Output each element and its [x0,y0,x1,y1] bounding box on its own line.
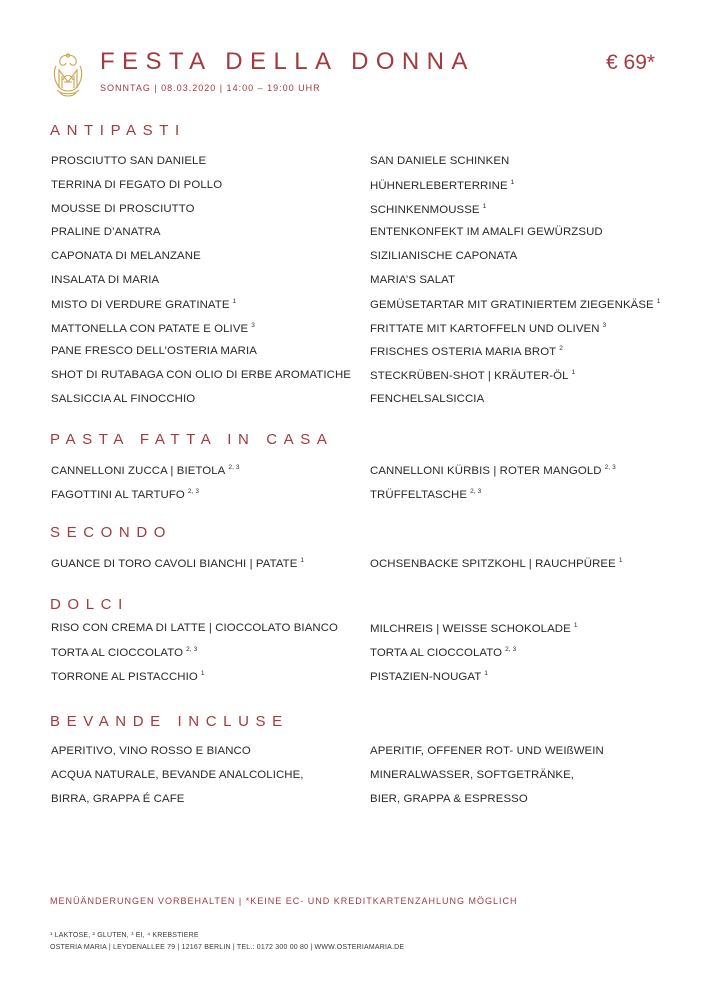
allergen-marker: 2, 3 [604,464,616,471]
menu-item-text: MILCHREIS | WEISSE SCHOKOLADE [370,623,571,635]
allergen-marker: 3 [602,321,607,329]
section-heading: DOLCI [50,596,129,613]
menu-item-text: SALSICCIA AL FINOCCHIO [51,393,196,405]
menu-item-it [51,622,338,634]
menu-item-text: CAPONATA DI MELANZANE [51,250,201,263]
menu-item-de [370,298,660,311]
menu-item-text: TRÜFFELTASCHE [370,488,468,501]
menu-item-text: OCHSENBACKE SPITZKOHL | RAUCHPÜREE [370,558,616,570]
menu-item-it [51,322,255,335]
menu-item-text: MARIA’S SALAT [370,274,456,286]
menu-item-it [51,646,197,659]
menu-item-text: MOUSSE DI PROSCIUTTO [51,202,195,215]
menu-item-it [51,226,161,238]
menu-item-text: ACQUA NATURALE, BEVANDE ANALCOLICHE, [51,768,304,781]
allergen-marker: 2, 3 [505,645,517,653]
menu-item-text: BIER, GRAPPA & ESPRESSO [370,792,528,805]
menu-item-it [51,464,240,477]
menu-item-text: PROSCIUTTO SAN DANIELE [51,155,207,167]
menu-item-text: CANNELLONI ZUCCA | BIETOLA [51,465,226,477]
section-heading: SECONDO [50,524,173,541]
menu-item-text: ENTENKONFEKT IM AMALFI GEWÜRZSUD [370,226,603,239]
allergen-marker: 3 [251,321,255,329]
allergen-legend: ¹ LAKTOSE, ² GLUTEN, ³ EI, ⁴ KREBSTIERE [50,932,199,939]
menu-item-de [370,646,516,659]
allergen-marker: 1 [232,297,237,305]
menu-item-de [370,322,606,335]
restaurant-address: OSTERIA MARIA | LEYDENALLEE 79 | 12167 BERLIN | TEL.: 0172 300 00 80 | WWW.OSTERIAMARIA.DE [50,944,405,951]
menu-item-text: TORTA AL CIOCCOLATO [370,646,503,659]
menu-item-de [370,670,488,683]
allergen-marker: 1 [571,369,576,377]
menu-item-de [370,745,604,757]
section-heading: BEVANDE INCLUSE [50,713,289,730]
menu-item-de [370,369,575,382]
menu-item-text: PRALINE D’ANATRA [51,226,161,239]
menu-item-text: GEMÜSETARTAR MIT GRATINIERTEM ZIEGENKÄSE [370,298,654,311]
allergen-marker: 2, 3 [470,487,482,495]
allergen-marker: 1 [573,622,578,629]
menu-item-text: CANNELLONI KÜRBIS | ROTER MANGOLD [370,465,602,477]
menu-item-it [51,393,195,405]
menu-item-text: MINERALWASSER, SOFTGETRÄNKE, [370,768,575,781]
menu-item-text: RISO CON CREMA DI LATTE | CIOCCOLATO BIANCO [51,622,338,634]
menu-item-text: MATTONELLA CON PATATE E OLIVE [51,322,249,335]
menu-notice: MENÜÄNDERUNGEN VORBEHALTEN | *KEINE EC- UND KREDITKARTENZAHLUNG MÖGLICH [50,896,518,906]
menu-item-text: PANE FRESCO DELL’OSTERIA MARIA [51,345,257,358]
menu-item-it [51,274,159,286]
menu-item-text: APERITIF, OFFENER ROT- UND WEIßWEIN [370,745,604,757]
menu-item-text: HÜHNERLEBERTERRINE [370,179,508,192]
menu-item-de [370,488,481,501]
menu-item-de [370,203,486,216]
menu-item-de [370,769,574,781]
menu-item-text: SHOT DI RUTABAGA CON OLIO DI ERBE AROMATICHE [51,369,351,382]
menu-item-text: MISTO DI VERDURE GRATINATE [51,298,230,311]
menu-item-de [370,179,514,192]
menu-item-de [370,345,563,358]
allergen-marker: 1 [484,669,489,677]
menu-item-it [51,670,205,683]
menu-item-text: TERRINA DI FEGATO DI POLLO [51,178,223,191]
menu-item-it [51,793,184,805]
menu-item-it [51,203,195,215]
menu-item-text: SAN DANIELE SCHINKEN [370,155,510,167]
menu-item-it [51,369,351,381]
menu-item-text: FRITTATE MIT KARTOFFELN UND OLIVEN [370,322,600,335]
menu-item-it [51,298,236,311]
menu-item-text: TORRONE AL PISTACCHIO [51,670,198,683]
menu-item-text: FENCHELSALSICCIA [370,393,485,405]
menu-item-de [370,274,455,286]
menu-item-text: INSALATA DI MARIA [51,274,160,286]
menu-item-text: BIRRA, GRAPPA É CAFE [51,792,185,805]
allergen-marker: 2, 3 [186,645,198,653]
menu-item-it [51,745,251,757]
allergen-marker: 2 [559,345,563,353]
menu-item-text: GUANCE DI TORO CAVOLI BIANCHI | PATATE [51,558,298,570]
section-heading: PASTA FATTA IN CASA [50,431,334,448]
menu-item-text: PISTAZIEN-NOUGAT [370,670,482,683]
menu-item-it [51,179,222,191]
menu-item-it [51,250,201,262]
menu-item-text: FRISCHES OSTERIA MARIA BROT [370,346,557,359]
menu-item-it [51,345,257,357]
allergen-marker: 1 [656,297,661,305]
menu-item-de [370,393,484,405]
menu-item-de [370,155,509,167]
allergen-marker: 1 [482,202,487,210]
menu-item-de [370,250,517,262]
allergen-marker: 2, 3 [187,487,200,495]
restaurant-logo-icon [48,52,88,98]
menu-item-text: APERITIVO, VINO ROSSO E BIANCO [51,745,251,757]
menu-item-it [51,488,199,501]
menu-item-text: SCHINKENMOUSSE [370,203,480,216]
menu-item-de [370,464,616,477]
menu-item-de [370,226,603,238]
allergen-marker: 1 [618,557,623,564]
menu-item-text: SIZILIANISCHE CAPONATA [370,250,518,263]
event-date-time: SONNTAG | 08.03.2020 | 14:00 – 19:00 UHR [100,83,321,93]
menu-item-it [51,155,206,167]
menu-item-it [51,769,304,781]
menu-price: € 69* [606,51,656,74]
allergen-marker: 2, 3 [228,464,240,471]
allergen-marker: 1 [510,178,515,186]
menu-item-de [370,622,578,635]
menu-item-text: STECKRÜBEN-SHOT | KRÄUTER-ÖL [370,370,569,383]
menu-item-text: FAGOTTINI AL TARTUFO [51,488,185,501]
menu-title: FESTA DELLA DONNA [100,48,475,75]
section-heading: ANTIPASTI [50,122,186,139]
menu-item-de [370,557,623,570]
menu-item-de [370,793,528,805]
allergen-marker: 1 [300,557,305,564]
allergen-marker: 1 [200,669,205,677]
menu-item-text: TORTA AL CIOCCOLATO [51,646,184,659]
menu-item-it [51,557,304,570]
